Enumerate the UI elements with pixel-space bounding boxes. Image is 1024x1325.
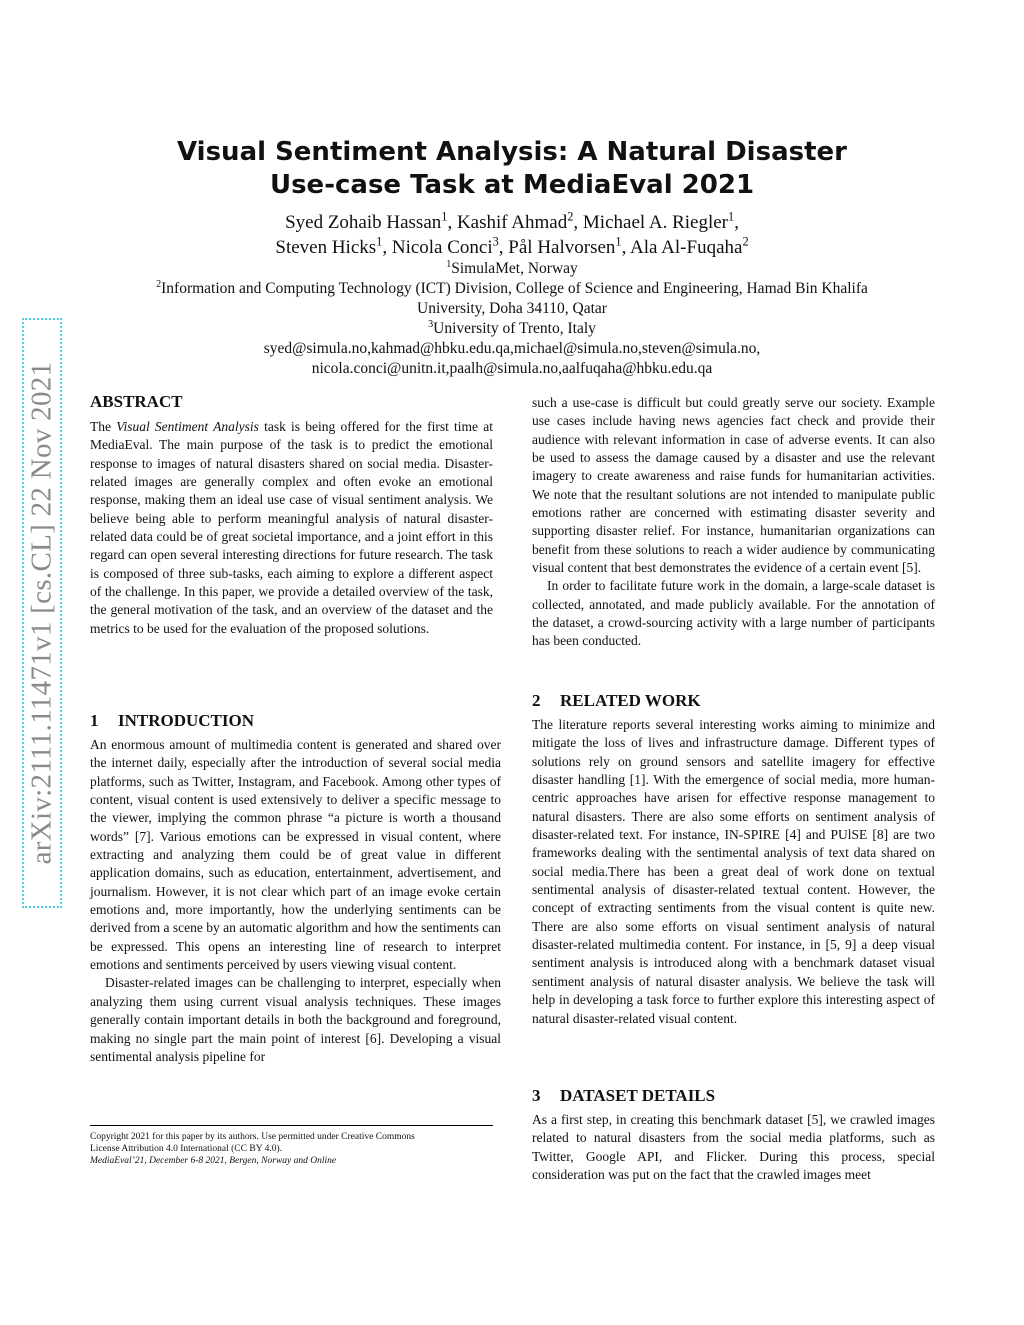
author-affiliation-mark: 2	[742, 234, 749, 249]
affiliation-mark: 2	[156, 278, 162, 290]
paragraph: The literature reports several interesting works aiming to minimize and mitigate the loss of lives and infrastructure damage. Different types of solutions rely on ground sensors and satellite imagery for effective disaster handling [1]. With the emergence of social media, more human-centric approaches have arisen for effective response management to natural disasters. There are also some efforts on sentiment analysis of disaster-related text. For instance, IN-SPIRE [4] and PUlSE [8] are two frameworks dealing with the sentimental analysis of text data shared on social media.There has been a great deal of work done on textual sentimental analysis of disaster-related textual content. However, the concept of extracting sentiments from the visual content is quite new. There are also some efforts on visual sentiment analysis of natural disaster-related multimedia content. For instance, in [5, 9] a deep visual sentiment analysis is introduced along with a benchmark dataset visual sentiment analysis of natural disaster analysis. We believe the task will help in developing a task force to further explore this interesting aspect of natural disaster-related visual content.	[532, 717, 935, 1026]
author-emails-2: nicola.conci@unitn.it,paalh@simula.no,aalfuqaha@hbku.edu.qa	[311, 360, 713, 377]
copyright-line-1: Copyright 2021 for this paper by its authors. Use permitted under Creative Commons	[90, 1132, 415, 1142]
author-affiliation-mark: 1	[615, 234, 622, 249]
affiliation-text: Information and Computing Technology (ICT) Division, College of Science and Engineering, Hamad Bin Khalifa	[161, 280, 868, 297]
abstract-heading: ABSTRACT	[90, 392, 183, 411]
section-number: 3	[532, 1086, 541, 1105]
introduction-body-cont	[532, 394, 935, 651]
affiliation-1	[0, 259, 1024, 279]
footnote	[90, 1125, 493, 1168]
related-work-body	[532, 716, 935, 1028]
section-heading-related-work	[532, 691, 701, 711]
section-title: INTRODUCTION	[118, 711, 255, 730]
author-emails-1: syed@simula.no,kahmad@hbku.edu.qa,michael@simula.no,steven@simula.no,	[263, 340, 761, 357]
copyright-line-2: License Attribution 4.0 International (CC BY 4.0).	[90, 1144, 282, 1155]
author-affiliation-mark: 3	[492, 234, 499, 249]
author-name: Kashif Ahmad	[456, 212, 568, 233]
author-affiliation-mark: 1	[728, 209, 735, 224]
author-affiliation-mark: 1	[441, 209, 448, 224]
section-heading-dataset	[532, 1086, 715, 1106]
author-name: Ala Al-Fuqaha	[630, 237, 743, 258]
section-title: DATASET DETAILS	[560, 1086, 716, 1105]
footnote-rule	[90, 1125, 493, 1126]
section-heading-introduction	[90, 711, 254, 731]
author-name: Steven Hicks	[275, 237, 377, 258]
author-name: Pål Halvorsen	[508, 237, 616, 258]
affiliation-mark: 1	[446, 258, 452, 270]
arxiv-stamp: arXiv:2111.11471v1 [cs.CL] 22 Nov 2021	[25, 361, 58, 865]
affiliation-2-cont: University, Doha 34110, Qatar	[417, 300, 607, 317]
abstract-text: task is being offered for the first time at MediaEval. The main purpose of the task is to predict the emotional response to images of natural disasters shared on social media. Disaster-related images are generally complex and often evoke an emotional response, making them an ideal use case of visual sentiment analysis. We believe being able to perform meaningful analysis of natural disaster-related data could be of great societal importance, and a joint effort in this regard can open several interesting directions for future research. The task is composed of three sub-tasks, each aiming to explore a different aspect of the challenge. In this paper, we provide a detailed overview of the task, the general motivation of the task, and an overview of the dataset and the metrics to be used for the evaluation of the proposed solutions.	[90, 419, 493, 636]
paragraph: As a first step, in creating this benchmark dataset [5], we crawled images related to natural disasters from the social media platforms, such as Twitter, Google API, and Flicker. During this process, special consideration was put on the fact that the crawled images meet	[532, 1112, 935, 1183]
introduction-body	[90, 736, 501, 1066]
section-number: 2	[532, 691, 541, 710]
affiliations	[0, 259, 1024, 379]
author-name: Syed Zohaib Hassan	[285, 212, 442, 233]
author-line-1: Syed Zohaib Hassan$^1$, Kashif Ahmad$^2$, Michael A. Riegler$^1$,	[285, 209, 739, 233]
author-name: Nicola Conci	[391, 237, 493, 258]
affiliation-2	[0, 279, 1024, 299]
paragraph: such a use-case is difficult but could greatly serve our society. Example use cases include having news agencies fact check and provide their audience with relevant information in case of adverse events. It can also be used to assess the damage caused by a disaster and use the relevant imagery to create awareness and raise funds for humanitarian activities. We note that the resultant solutions are not intended to manipulate public emotions rather are concerned with estimating disaster severity and supporting disaster relief. For instance, humanitarian organizations can benefit from these solutions to reach a wider audience by communicating visual content that best demonstrates the evidence of a certain event [5].	[532, 395, 935, 576]
author-affiliation-mark: 1	[376, 234, 383, 249]
affiliation-3	[0, 319, 1024, 339]
section-number: 1	[90, 711, 99, 730]
affiliation-mark: 3	[428, 318, 434, 330]
author-line-2: Steven Hicks$^1$, Nicola Conci$^3$, Pål Halvorsen$^1$, Ala Al-Fuqaha$^2$	[275, 234, 749, 258]
paragraph: An enormous amount of multimedia content is generated and shared over the internet daily, especially after the introduction of several social media platforms, such as Twitter, Instagram, and Facebook. Among other types of content, visual content is used extensively to deliver a specific message to the viewer, implying the common phrase “a picture is worth a thousand words” [7]. Various emotions can be expressed in visual content, where extracting and analyzing them could be of great value in different application domains, such as education, entertainment, advertisement, and journalism. However, it is not clear which part of an image evoke certain emotions and, more importantly, how the underlying sentiments can be derived from a scene by an automatic algorithm and how the sentiments can be expressed. This opens an interesting line of research to interpret emotions and sentiments perceived by users viewing visual content.	[90, 737, 501, 973]
abstract-body	[90, 418, 493, 638]
title-line-1: Visual Sentiment Analysis: A Natural Disaster	[177, 137, 847, 167]
section-title: RELATED WORK	[560, 691, 701, 710]
title-line-2: Use-case Task at MediaEval 2021	[269, 170, 755, 200]
abstract-text: The	[90, 419, 117, 434]
paragraph: In order to facilitate future work in the domain, a large-scale dataset is collected, annotated, and made publicly available. For the annotation of the dataset, a crowd-sourcing activity with a large number of participants has been conducted.	[532, 578, 935, 649]
dataset-body	[532, 1111, 935, 1184]
paper-title	[0, 136, 1024, 202]
author-affiliation-mark: 2	[567, 209, 574, 224]
author-name: Michael A. Riegler	[582, 212, 729, 233]
venue-line: MediaEval’21, December 6-8 2021, Bergen, Norway and Online	[90, 1156, 337, 1167]
author-list	[0, 210, 1024, 260]
abstract-task-name: Visual Sentiment Analysis	[116, 419, 259, 434]
affiliation-text: SimulaMet, Norway	[451, 260, 578, 277]
paragraph: Disaster-related images can be challenging to interpret, especially when analyzing them using current visual analysis techniques. These images generally contain important details in both the background and foreground, making no single part the main point of interest [6]. Developing a visual sentimental analysis pipeline for	[90, 975, 501, 1064]
affiliation-text: University of Trento, Italy	[433, 320, 596, 337]
